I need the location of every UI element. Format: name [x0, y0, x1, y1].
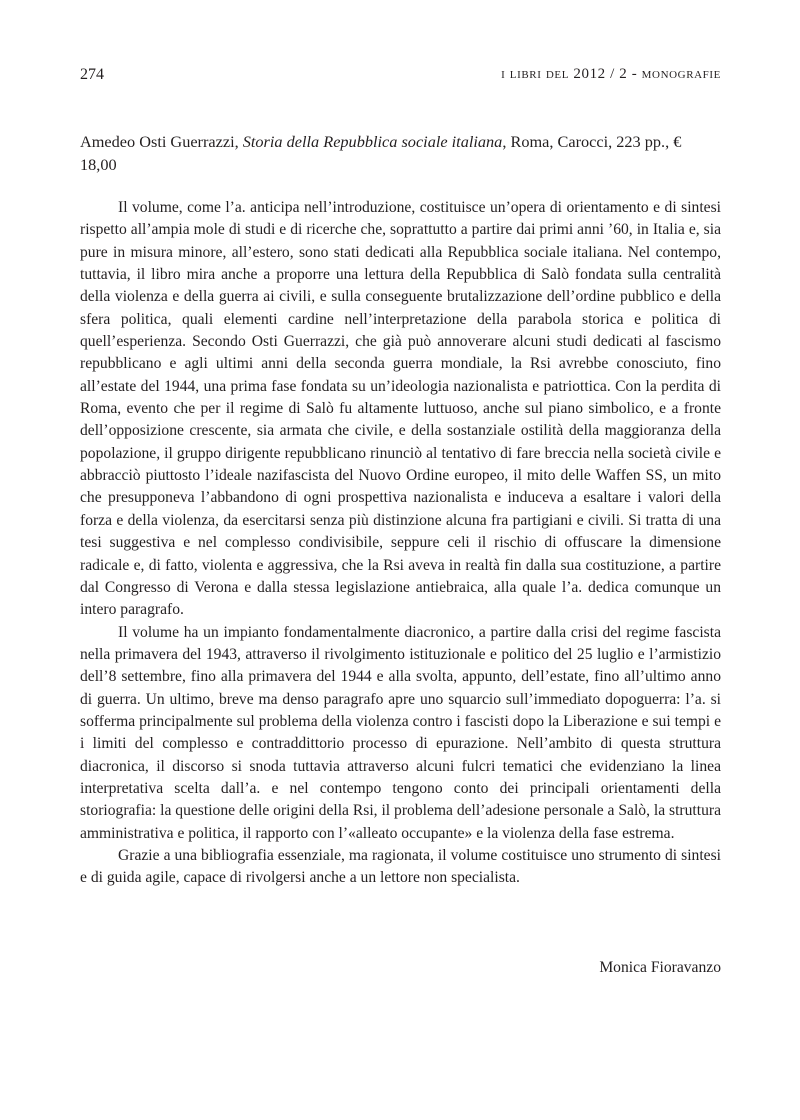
review-paragraph: Il volume, come l’a. anticipa nell’introduzione, costituisce un’opera di orientamento e di sintesi rispetto all’ampia mole di studi e di ricerche che, soprattutto a partire dai primi anni ’60, in Italia e, sia pure in misura minore, all’estero, sono stati dedicati alla Repubblica sociale italiana. Nel contempo, tuttavia, il libro mira anche a proporre una lettura della Repubblica di Salò fondata sulla centralità della violenza e della guerra ai civili, e sulla conseguente brutalizzazione dell’ordine pubblico e della sfera politica, quali elementi cardine nell’interpretazione della parabola storica e politica di quell’esperienza. Secondo Osti Guerrazzi, che già può annoverare alcuni studi dedicati al fascismo repubblicano e agli ultimi anni della seconda guerra mondiale, la Rsi avrebbe conosciuto, fino all’estate del 1944, una prima fase fondata su un’ideologia nazionalista e patriottica. Con la perdita di Roma, evento che per il regime di Salò fu altamente luttuoso, anche sul piano simbolico, e a fronte dell’opposizione crescente, sia armata che civile, e della sostanziale ostilità della maggioranza della popolazione, il gruppo dirigente repubblicano rinunciò al tentativo di fare breccia nella società civile e abbracciò piuttosto l’ideale nazifascista del Nuovo Ordine europeo, il mito delle Waffen SS, un mito che presupponeva l’abbandono di ogni prospettiva nazionalista e induceva a esaltare i valori della forza e della violenza, da esercitarsi senza più distinzione alcuna fra partigiani e civili. Si tratta di una tesi suggestiva e nel complesso condivisibile, seppure celi il rischio di offuscare la dimensione radicale e, di fatto, violenta e aggressiva, che la Rsi aveva in realtà fin dalla sua costituzione, a partire dal Congresso di Verona e dalla stessa legislazione antiebraica, alla quale l’a. dedica comunque un intero paragrafo.: [80, 199, 721, 619]
book-citation: [80, 130, 721, 176]
book-author: Amedeo Osti Guerrazzi,: [80, 132, 243, 151]
book-publisher: , Roma, Carocci, 223 pp., € 18,00: [80, 132, 682, 174]
running-head: [80, 66, 721, 88]
page-number: 274: [80, 66, 104, 83]
book-title: Storia della Repubblica sociale italiana: [242, 132, 503, 151]
review-paragraph: Grazie a una bibliografia essenziale, ma ragionata, il volume costituisce uno strumento di sintesi e di guida agile, capace di rivolgersi anche a un lettore non specialista.: [80, 846, 721, 887]
review-body: [80, 197, 721, 890]
review-paragraph: Il volume ha un impianto fondamentalmente diacronico, a partire dalla crisi del regime fascista nella primavera del 1943, attraverso il rivolgimento istituzionale e politico del 25 luglio e l’armistizio dell’8 settembre, fino alla primavera del 1944 e alla svolta, appunto, dell’estate, fino all’ultimo anno di guerra. Un ultimo, breve ma denso paragrafo apre uno squarcio sull’immediato dopoguerra: l’a. si sofferma principalmente sul problema della violenza contro i fascisti dopo la Liberazione e sui tempi e i limiti del complesso e contraddittorio processo di epurazione. Nell’ambito di questa struttura diacronica, il discorso si snoda tuttavia attraverso alcuni fulcri tematici che evidenziano la linea interpretativa scelta dall’a. e nel contempo tengono conto dei principali orientamenti della storiografia: la questione delle origini della Rsi, il problema dell’adesione personale a Salò, la struttura amministrativa e politica, il rapporto con l’«alleato occupante» e la violenza della fase estrema.: [80, 623, 721, 842]
reviewer-signature: Monica Fioravanzo: [599, 959, 721, 976]
journal-title: i libri del 2012 / 2 - monografie: [501, 66, 721, 82]
